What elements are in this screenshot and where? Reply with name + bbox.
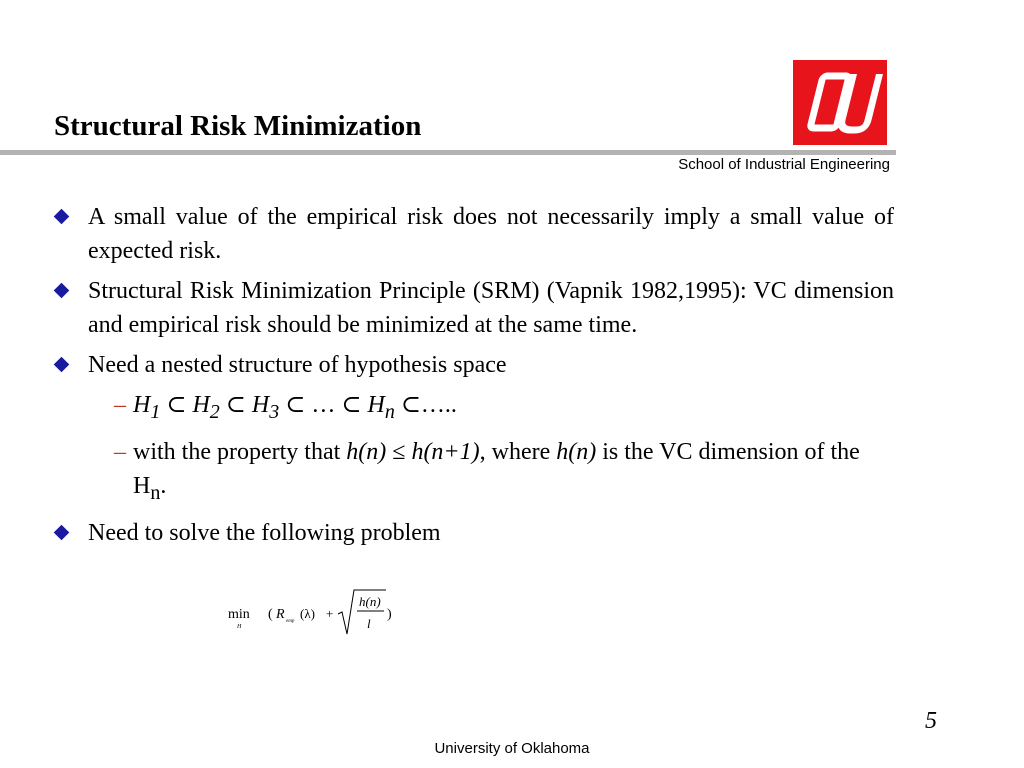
h1-symbol: H <box>133 392 151 418</box>
numerator: h(n) <box>359 594 381 609</box>
hn-term: h(n) <box>346 438 387 465</box>
h3-symbol: H <box>251 392 270 418</box>
subset-icon: ⊂ <box>341 392 362 418</box>
property-text: is the VC dimension of the H <box>133 438 860 499</box>
sub-bullet-nested <box>54 388 894 429</box>
trailing-dots: ….. <box>420 392 457 418</box>
h2-index: 2 <box>209 400 220 423</box>
denominator: l <box>367 616 371 631</box>
property-text: with the property that <box>133 438 347 465</box>
diamond-bullet-icon <box>54 524 70 540</box>
slide-title: Structural Risk Minimization <box>54 110 422 142</box>
footer-university: University of Oklahoma <box>434 740 590 757</box>
property-text: , where <box>479 438 557 465</box>
risk-symbol: R <box>276 607 285 622</box>
emp-subscript: emp <box>286 619 295 624</box>
header-divider <box>0 150 896 155</box>
bullet-item <box>54 200 894 268</box>
bullet-text: A small value of the empirical risk does not necessarily imply a small value of expected risk. <box>88 204 894 264</box>
diamond-bullet-icon <box>54 357 70 373</box>
sub-bullet-property <box>54 435 894 510</box>
formula-svg <box>228 588 398 638</box>
hn-symbol: H <box>367 392 385 418</box>
lambda-term: (λ) <box>300 606 315 621</box>
bullet-item <box>54 348 894 382</box>
h2-symbol: H <box>192 392 210 418</box>
min-subscript: H <box>237 624 242 630</box>
h3-index: 3 <box>269 400 280 423</box>
hn-subscript: n <box>150 481 161 504</box>
bullet-item <box>54 274 894 342</box>
diamond-bullet-icon <box>54 209 70 225</box>
bullet-list <box>54 200 894 556</box>
hn1-term: h(n+1) <box>411 438 480 465</box>
university-logo <box>793 60 887 145</box>
property-text: . <box>160 472 167 499</box>
left-paren: ( <box>268 607 273 622</box>
min-operator: min <box>228 607 250 622</box>
subset-icon: ⊂ <box>166 392 187 418</box>
bullet-text: Need to solve the following problem <box>88 519 441 546</box>
h1-index: 1 <box>150 400 161 423</box>
hn-index: n <box>384 400 395 423</box>
leq-symbol: ≤ <box>386 438 412 465</box>
dash-bullet-icon: – <box>114 392 126 418</box>
bullet-item <box>54 516 894 550</box>
dash-bullet-icon: – <box>114 438 126 465</box>
page-number: 5 <box>925 708 937 734</box>
subset-icon: ⊂ <box>225 392 246 418</box>
hn-term: h(n) <box>556 438 597 465</box>
diamond-bullet-icon <box>54 283 70 299</box>
bullet-text: Structural Risk Minimization Principle (SRM) (Vapnik 1982,1995): VC dimension and empirical risk should be minimized at the same time. <box>88 278 894 338</box>
subset-icon: ⊂ <box>285 392 306 418</box>
school-name: School of Industrial Engineering <box>678 156 890 173</box>
ou-logo-icon <box>793 60 887 145</box>
bullet-text: Need a nested structure of hypothesis space <box>88 352 507 378</box>
right-paren: ) <box>387 607 392 622</box>
srm-formula <box>228 588 398 638</box>
plus-sign: + <box>326 606 334 621</box>
ellipsis: … <box>311 392 336 418</box>
subset-icon: ⊂ <box>400 392 421 418</box>
